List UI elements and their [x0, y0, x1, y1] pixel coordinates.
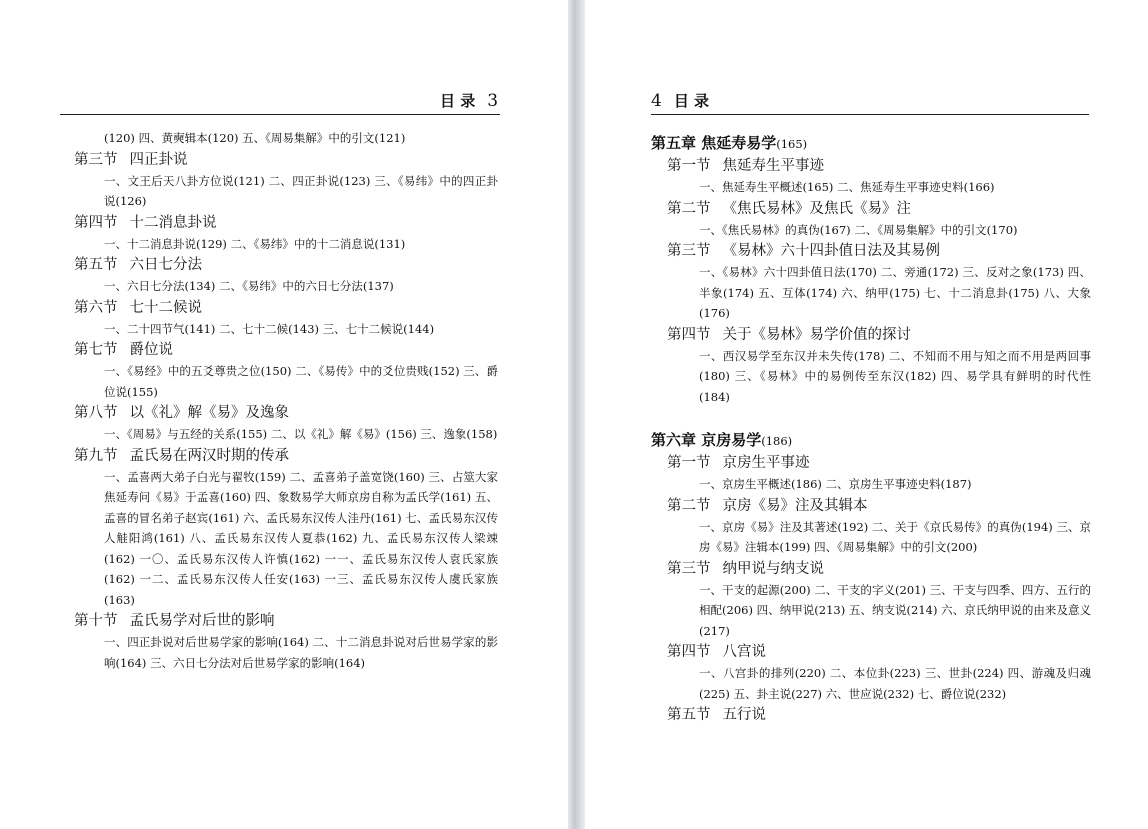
header-label: 目 录: [440, 92, 476, 110]
toc-entries: 一、京房《易》注及其著述(192) 二、关于《京氏易传》的真伪(194) 三、京房《易》注辑本(199) 四、《周易集解》中的引文(200): [699, 519, 1091, 554]
running-head-right: [651, 90, 709, 112]
section-number: 第二节: [667, 200, 711, 217]
section-number: 第三节: [667, 560, 711, 577]
toc-section: [651, 198, 1091, 220]
right-page: [585, 0, 1148, 829]
toc-entries: 一、二十四节气(141) 二、七十二候(143) 三、七十二候说(144): [104, 321, 435, 336]
toc-entries: 一、八宫卦的排列(220) 二、本位卦(223) 三、世卦(224) 四、游魂及归魂(225) 五、卦主说(227) 六、世应说(232) 七、爵位说(232): [699, 666, 1091, 701]
section-number: 第五节: [74, 257, 118, 273]
toc-entries: (120) 四、黄奭辑本(120) 五、《周易集解》中的引文(121): [104, 131, 406, 145]
toc-section: [74, 254, 498, 276]
toc-left: [74, 128, 498, 673]
section-number: 第四节: [667, 326, 711, 343]
toc-section: [74, 149, 498, 171]
toc-right: [651, 128, 1091, 726]
section-title: 纳甲说与纳支说: [722, 560, 824, 577]
toc-section: [651, 452, 1091, 474]
toc-section: [74, 297, 498, 319]
section-title: 关于《易林》易学价值的探讨: [722, 326, 911, 343]
toc-entries: 一、干支的起源(200) 二、干支的字义(201) 三、干支与四季、四方、五行的相配(206) 四、纳甲说(213) 五、纳支说(214) 六、京氏纳甲说的由来及意义(217): [699, 582, 1091, 638]
section-title: 十二消息卦说: [129, 214, 217, 231]
toc-section: [651, 155, 1091, 177]
chapter-gap: [651, 407, 1091, 425]
header-rule: [651, 114, 1089, 115]
section-number: 第五节: [667, 707, 711, 723]
toc-section: [74, 212, 498, 234]
section-title: 京房生平事迹: [722, 455, 810, 471]
toc-section: [651, 641, 1091, 663]
section-title: 孟氏易学对后世的影响: [129, 613, 275, 629]
toc-entries: 一、西汉易学至东汉并未失传(178) 二、不知而不用与知之而不用是两回事(180) 三、《易林》中的易例传至东汉(182) 四、易学具有鲜明的时代性(184): [699, 348, 1091, 404]
left-page: [0, 0, 568, 829]
toc-section: [651, 324, 1091, 346]
page-number: 4: [651, 91, 662, 111]
toc-entries: 一、十二消息卦说(129) 二、《易纬》中的十二消息说(131): [104, 236, 406, 251]
toc-section: [74, 445, 498, 467]
section-number: 第七节: [74, 342, 118, 358]
section-title: 四正卦说: [129, 151, 188, 168]
header-rule: [60, 114, 500, 115]
toc-entries: 一、六日七分法(134) 二、《易纬》中的六日七分法(137): [104, 279, 394, 293]
section-number: 第四节: [74, 214, 118, 231]
section-number: 第八节: [74, 405, 118, 421]
toc-entries: 一、《焦氏易林》的真伪(167) 二、《周易集解》中的引文(170): [699, 222, 1018, 237]
section-number: 第二节: [667, 497, 711, 514]
section-title: 焦延寿生平事迹: [722, 158, 824, 174]
toc-entries: 一、孟喜两大弟子白光与翟牧(159) 二、孟喜弟子盖宽饶(160) 三、占筮大家焦延寿问《易》于孟喜(160) 四、象数易学大师京房自称为孟氏学(161) 五、孟喜的冒名弟子赵宾(161) 六、孟氏易东汉传人洼丹(161) 七、孟氏易东汉传人觟阳鸿(161) 八、孟氏易东汉传人夏恭(162) 九、孟氏易东汉传人梁竦(162) 一〇、孟氏易东汉传人许慎(162) 一一、孟氏易东汉传人袁氏家族(162) 一二、孟氏易东汉传人任安(163) 一三、孟氏易东汉传人虞氏家族(163): [104, 469, 498, 607]
section-title: 五行说: [722, 707, 766, 723]
section-title: 七十二候说: [129, 299, 202, 316]
toc-entries: 一、京房生平概述(186) 二、京房生平事迹史料(187): [699, 477, 972, 491]
toc-section: [651, 558, 1091, 580]
toc-entries: 一、文王后天八卦方位说(121) 二、四正卦说(123) 三、《易纬》中的四正卦说(126): [104, 173, 498, 208]
chapter-page: (165): [776, 137, 808, 151]
section-title: 《焦氏易林》及焦氏《易》注: [722, 200, 911, 217]
section-number: 第三节: [667, 243, 711, 259]
section-number: 第四节: [667, 644, 711, 660]
running-head-left: [440, 90, 498, 112]
section-number: 第九节: [74, 447, 118, 464]
section-number: 第三节: [74, 151, 118, 168]
header-label: 目 录: [673, 92, 710, 110]
toc-entries: 一、四正卦说对后世易学家的影响(164) 二、十二消息卦说对后世易学家的影响(164) 三、六日七分法对后世易学家的影响(164): [104, 635, 498, 670]
toc-section: [651, 495, 1091, 517]
chapter-title: 第六章 京房易学: [651, 431, 762, 449]
chapter-page: (186): [761, 434, 793, 448]
toc-entries: 一、《易林》六十四卦值日法(170) 二、旁通(172) 三、反对之象(173) 四、半象(174) 五、互体(174) 六、纳甲(175) 七、十二消息卦(175) 八、大象(176): [699, 265, 1091, 320]
section-number: 第一节: [667, 158, 711, 174]
toc-section: [651, 704, 1091, 726]
toc-entries: 一、《易经》中的五爻尊贵之位(150) 二、《易传》中的爻位贵贱(152) 三、爵位说(155): [104, 364, 498, 399]
section-title: 爵位说: [129, 342, 173, 358]
toc-section: [74, 339, 498, 361]
section-number: 第十节: [74, 613, 118, 629]
toc-entries: 一、焦延寿生平概述(165) 二、焦延寿生平事迹史料(166): [699, 180, 995, 194]
toc-section: [651, 240, 1091, 262]
page-number: 3: [487, 91, 499, 111]
section-number: 第一节: [667, 455, 711, 471]
section-title: 京房《易》注及其辑本: [722, 497, 868, 514]
section-number: 第六节: [74, 299, 118, 316]
section-title: 以《礼》解《易》及逸象: [129, 405, 289, 421]
toc-entries: 一、《周易》与五经的关系(155) 二、以《礼》解《易》(156) 三、逸象(158): [104, 427, 498, 441]
section-title: 六日七分法: [129, 257, 202, 273]
section-title: 《易林》六十四卦值日法及其易例: [722, 243, 940, 259]
toc-chapter: [651, 132, 1091, 155]
chapter-title: 第五章 焦延寿易学: [651, 134, 777, 152]
section-title: 孟氏易在两汉时期的传承: [129, 447, 289, 464]
toc-chapter: [651, 429, 1091, 452]
toc-section: [74, 402, 498, 424]
book-gutter: [568, 0, 585, 829]
section-title: 八宫说: [722, 644, 766, 660]
toc-section: [74, 610, 498, 632]
